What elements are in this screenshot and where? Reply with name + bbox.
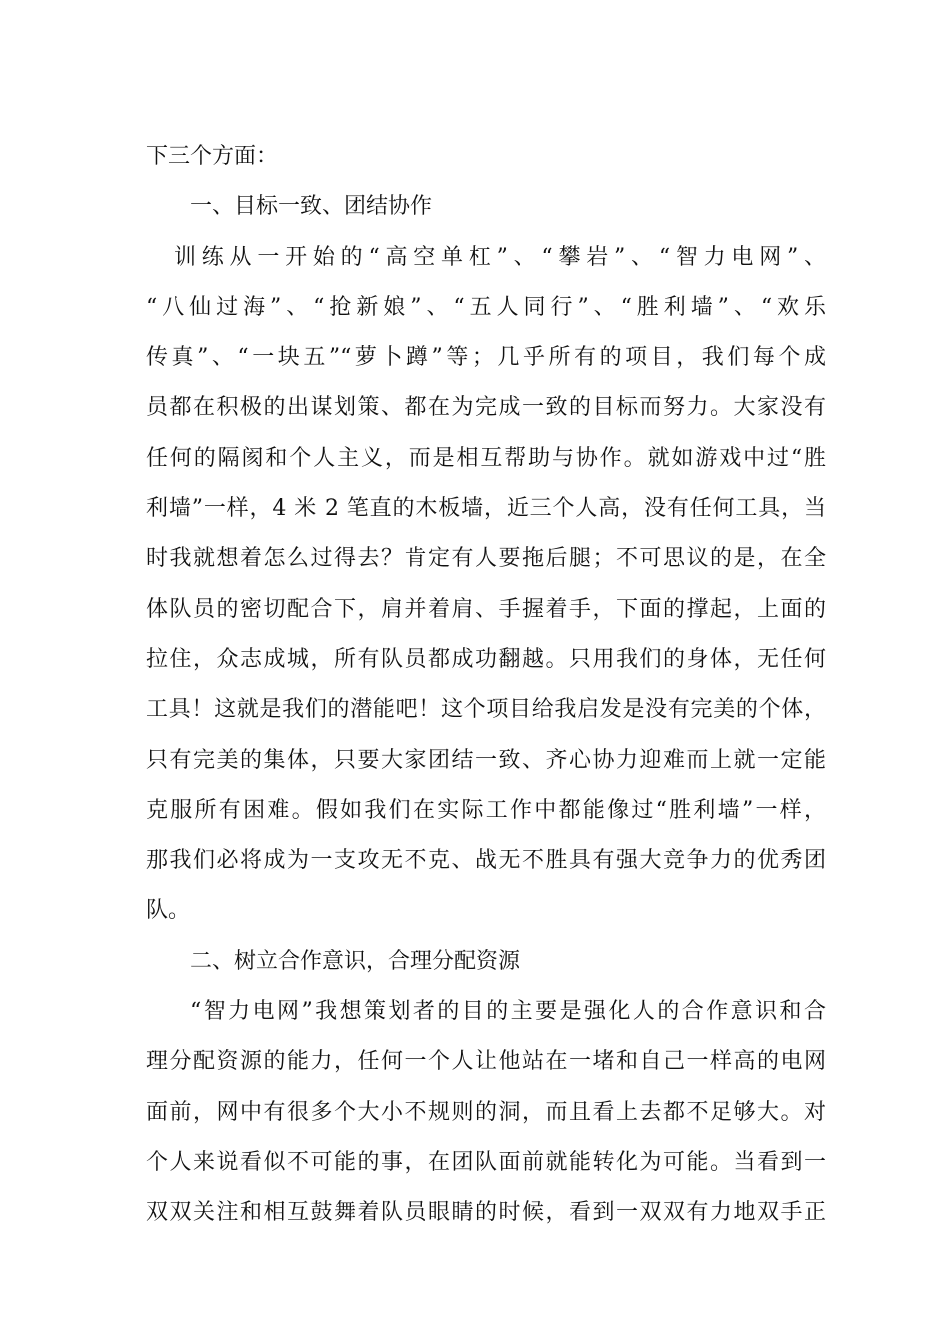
text-line: “八仙过海”、“抢新娘”、“五人同行”、“胜利墙”、“欢乐: [146, 294, 826, 320]
text-line: 克服所有困难。假如我们在实际工作中都能像过“胜利墙”一样，: [146, 797, 826, 823]
text-line: 任何的隔阂和个人主义，而是相互帮助与协作。就如游戏中过“胜: [146, 445, 826, 471]
text-line: “智力电网”我想策划者的目的主要是强化人的合作意识和合: [190, 999, 826, 1025]
text-line: 理分配资源的能力，任何一个人让他站在一堵和自己一样高的电网: [146, 1049, 826, 1075]
text-line: 工具！这就是我们的潜能吧！这个项目给我启发是没有完美的个体，: [146, 697, 826, 723]
text-line: 训练从一开始的“高空单杠”、“攀岩”、“智力电网”、: [174, 244, 826, 270]
text-line: 拉住，众志成城，所有队员都成功翻越。只用我们的身体，无任何: [146, 646, 826, 672]
body-text: [146, 132, 826, 1239]
text-line: 只有完美的集体，只要大家团结一致、齐心协力迎难而上就一定能: [146, 747, 826, 773]
text-line: 双双关注和相互鼓舞着队员眼睛的时候，看到一双双有力地双手正: [146, 1200, 826, 1226]
text-line: 传真”、“一块五”“萝卜蹲”等；几乎所有的项目，我们每个成: [146, 345, 826, 371]
text-line: 个人来说看似不可能的事，在团队面前就能转化为可能。当看到一: [146, 1149, 826, 1175]
text-line: 时我就想着怎么过得去？肯定有人要拖后腿；不可思议的是，在全: [146, 546, 826, 572]
text-line: 利墙”一样，4 米 2 笔直的木板墙，近三个人高，没有任何工具，当: [146, 496, 826, 522]
section-heading: 二、树立合作意识，合理分配资源: [190, 948, 521, 974]
text-line: 下三个方面：: [146, 144, 279, 169]
text-line: 队。: [146, 898, 191, 924]
text-line: 体队员的密切配合下，肩并着肩、手握着手，下面的撑起，上面的: [146, 596, 826, 622]
text-line: 那我们必将成为一支攻无不克、战无不胜具有强大竞争力的优秀团: [146, 848, 826, 874]
text-line: 员都在积极的出谋划策、都在为完成一致的目标而努力。大家没有: [146, 395, 826, 421]
section-heading: 一、目标一致、团结协作: [190, 194, 433, 220]
text-line: 面前，网中有很多个大小不规则的洞，而且看上去都不足够大。对: [146, 1099, 826, 1125]
